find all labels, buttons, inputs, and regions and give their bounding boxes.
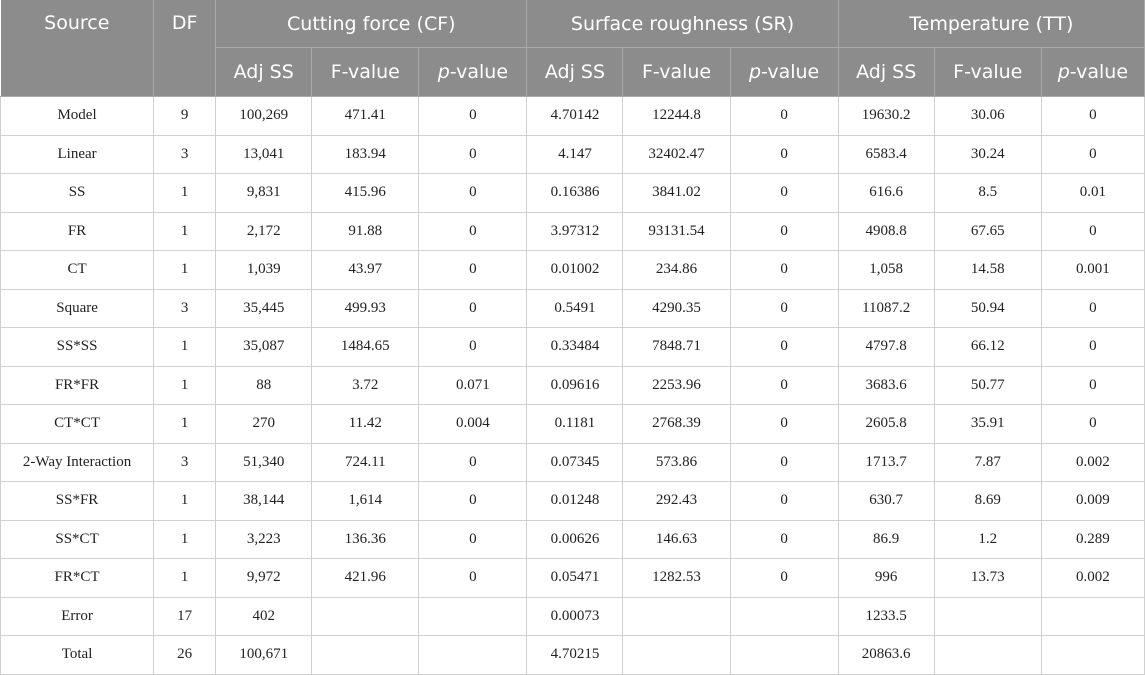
tt-p-value-cell: 0 xyxy=(1041,405,1144,444)
sr-f-value-cell: 146.63 xyxy=(623,520,730,559)
tt-p-value-cell: 0 xyxy=(1041,289,1144,328)
tt-p-value-cell: 0.289 xyxy=(1041,520,1144,559)
table-body xyxy=(1,97,1145,675)
tt-f-value-cell: 35.91 xyxy=(934,405,1041,444)
tt-adj-ss-cell: 996 xyxy=(838,559,934,598)
tt-adj-ss-cell: 3683.6 xyxy=(838,366,934,405)
table-row xyxy=(1,597,1145,636)
cf-p-value-cell: 0 xyxy=(419,482,527,521)
tt-adj-ss-cell: 616.6 xyxy=(838,174,934,213)
cf-f-value-cell: 471.41 xyxy=(312,97,419,136)
df-cell: 3 xyxy=(154,289,216,328)
source-cell: SS*CT xyxy=(1,520,154,559)
sr-f-value-cell: 292.43 xyxy=(623,482,730,521)
cf-adj-ss-cell: 13,041 xyxy=(216,135,312,174)
df-cell: 1 xyxy=(154,328,216,367)
subheader-adj-ss: Adj SS xyxy=(527,48,623,97)
tt-adj-ss-cell: 86.9 xyxy=(838,520,934,559)
cf-f-value-cell: 1,614 xyxy=(312,482,419,521)
sr-adj-ss-cell: 3.97312 xyxy=(527,212,623,251)
cf-p-value-cell: 0.004 xyxy=(419,405,527,444)
df-cell: 3 xyxy=(154,135,216,174)
cf-f-value-cell: 499.93 xyxy=(312,289,419,328)
source-cell: SS*FR xyxy=(1,482,154,521)
sr-adj-ss-cell: 0.33484 xyxy=(527,328,623,367)
sr-f-value-cell: 1282.53 xyxy=(623,559,730,598)
subheader-p-value: p-value xyxy=(730,48,838,97)
tt-f-value-cell: 67.65 xyxy=(934,212,1041,251)
sr-p-value-cell: 0 xyxy=(730,520,838,559)
header-df: DF xyxy=(154,0,216,97)
sr-p-value-cell xyxy=(730,636,838,675)
subheader-f-value: F-value xyxy=(623,48,730,97)
table-row xyxy=(1,636,1145,675)
cf-p-value-cell: 0 xyxy=(419,135,527,174)
sr-p-value-cell: 0 xyxy=(730,366,838,405)
tt-f-value-cell: 30.24 xyxy=(934,135,1041,174)
table-row xyxy=(1,520,1145,559)
tt-p-value-cell: 0.001 xyxy=(1041,251,1144,290)
sr-adj-ss-cell: 0.00073 xyxy=(527,597,623,636)
sr-adj-ss-cell: 4.70142 xyxy=(527,97,623,136)
sr-p-value-cell: 0 xyxy=(730,328,838,367)
table-row xyxy=(1,212,1145,251)
sr-adj-ss-cell: 0.01002 xyxy=(527,251,623,290)
cf-adj-ss-cell: 35,445 xyxy=(216,289,312,328)
tt-p-value-cell xyxy=(1041,636,1144,675)
cf-p-value-cell: 0 xyxy=(419,559,527,598)
sr-p-value-cell: 0 xyxy=(730,559,838,598)
table-row xyxy=(1,289,1145,328)
subheader-p-value: p-value xyxy=(419,48,527,97)
tt-adj-ss-cell: 630.7 xyxy=(838,482,934,521)
df-cell: 1 xyxy=(154,251,216,290)
sr-p-value-cell: 0 xyxy=(730,443,838,482)
sr-adj-ss-cell: 0.5491 xyxy=(527,289,623,328)
cf-f-value-cell xyxy=(312,597,419,636)
tt-f-value-cell: 14.58 xyxy=(934,251,1041,290)
cf-f-value-cell: 3.72 xyxy=(312,366,419,405)
source-cell: Model xyxy=(1,97,154,136)
cf-f-value-cell: 91.88 xyxy=(312,212,419,251)
table-row xyxy=(1,97,1145,136)
cf-p-value-cell: 0 xyxy=(419,443,527,482)
sr-adj-ss-cell: 0.09616 xyxy=(527,366,623,405)
cf-f-value-cell: 136.36 xyxy=(312,520,419,559)
cf-adj-ss-cell: 51,340 xyxy=(216,443,312,482)
cf-f-value-cell xyxy=(312,636,419,675)
source-cell: Error xyxy=(1,597,154,636)
tt-f-value-cell: 7.87 xyxy=(934,443,1041,482)
tt-f-value-cell xyxy=(934,636,1041,675)
cf-f-value-cell: 11.42 xyxy=(312,405,419,444)
sr-adj-ss-cell: 4.147 xyxy=(527,135,623,174)
sr-adj-ss-cell: 0.16386 xyxy=(527,174,623,213)
df-cell: 1 xyxy=(154,520,216,559)
cf-adj-ss-cell: 402 xyxy=(216,597,312,636)
sr-adj-ss-cell: 0.05471 xyxy=(527,559,623,598)
sr-f-value-cell: 234.86 xyxy=(623,251,730,290)
tt-f-value-cell: 30.06 xyxy=(934,97,1041,136)
subheader-f-value: F-value xyxy=(312,48,419,97)
df-cell: 1 xyxy=(154,366,216,405)
cf-p-value-cell: 0 xyxy=(419,97,527,136)
cf-p-value-cell: 0 xyxy=(419,328,527,367)
sr-f-value-cell xyxy=(623,597,730,636)
tt-adj-ss-cell: 1233.5 xyxy=(838,597,934,636)
df-cell: 1 xyxy=(154,405,216,444)
tt-f-value-cell: 50.94 xyxy=(934,289,1041,328)
source-cell: FR xyxy=(1,212,154,251)
header-source: Source xyxy=(1,0,154,97)
cf-adj-ss-cell: 100,671 xyxy=(216,636,312,675)
tt-f-value-cell: 8.5 xyxy=(934,174,1041,213)
sr-p-value-cell: 0 xyxy=(730,212,838,251)
header-temperature: Temperature (TT) xyxy=(838,0,1144,48)
cf-p-value-cell xyxy=(419,597,527,636)
cf-f-value-cell: 183.94 xyxy=(312,135,419,174)
cf-f-value-cell: 421.96 xyxy=(312,559,419,598)
tt-f-value-cell: 66.12 xyxy=(934,328,1041,367)
cf-p-value-cell: 0 xyxy=(419,251,527,290)
df-cell: 3 xyxy=(154,443,216,482)
table-header xyxy=(1,0,1145,97)
source-cell: Total xyxy=(1,636,154,675)
df-cell: 1 xyxy=(154,212,216,251)
cf-f-value-cell: 1484.65 xyxy=(312,328,419,367)
tt-f-value-cell: 1.2 xyxy=(934,520,1041,559)
tt-p-value-cell: 0 xyxy=(1041,366,1144,405)
tt-adj-ss-cell: 6583.4 xyxy=(838,135,934,174)
table-row xyxy=(1,135,1145,174)
cf-f-value-cell: 415.96 xyxy=(312,174,419,213)
df-cell: 1 xyxy=(154,482,216,521)
df-cell: 9 xyxy=(154,97,216,136)
source-cell: Linear xyxy=(1,135,154,174)
tt-f-value-cell: 13.73 xyxy=(934,559,1041,598)
cf-adj-ss-cell: 9,972 xyxy=(216,559,312,598)
table-row xyxy=(1,405,1145,444)
table-row xyxy=(1,559,1145,598)
cf-adj-ss-cell: 2,172 xyxy=(216,212,312,251)
table-row xyxy=(1,174,1145,213)
subheader-f-value: F-value xyxy=(934,48,1041,97)
header-surface-roughness: Surface roughness (SR) xyxy=(527,0,838,48)
tt-p-value-cell: 0 xyxy=(1041,212,1144,251)
df-cell: 1 xyxy=(154,559,216,598)
sr-p-value-cell: 0 xyxy=(730,289,838,328)
source-cell: SS*SS xyxy=(1,328,154,367)
sr-p-value-cell xyxy=(730,597,838,636)
cf-adj-ss-cell: 88 xyxy=(216,366,312,405)
tt-f-value-cell: 8.69 xyxy=(934,482,1041,521)
sr-f-value-cell: 7848.71 xyxy=(623,328,730,367)
sr-p-value-cell: 0 xyxy=(730,135,838,174)
cf-p-value-cell: 0 xyxy=(419,174,527,213)
sr-adj-ss-cell: 0.07345 xyxy=(527,443,623,482)
tt-adj-ss-cell: 1,058 xyxy=(838,251,934,290)
tt-adj-ss-cell: 4797.8 xyxy=(838,328,934,367)
source-cell: SS xyxy=(1,174,154,213)
sr-adj-ss-cell: 0.01248 xyxy=(527,482,623,521)
cf-p-value-cell: 0 xyxy=(419,212,527,251)
sr-f-value-cell: 4290.35 xyxy=(623,289,730,328)
cf-adj-ss-cell: 270 xyxy=(216,405,312,444)
sr-p-value-cell: 0 xyxy=(730,405,838,444)
cf-adj-ss-cell: 38,144 xyxy=(216,482,312,521)
tt-adj-ss-cell: 4908.8 xyxy=(838,212,934,251)
tt-f-value-cell xyxy=(934,597,1041,636)
sr-f-value-cell: 12244.8 xyxy=(623,97,730,136)
source-cell: FR*CT xyxy=(1,559,154,598)
sr-p-value-cell: 0 xyxy=(730,251,838,290)
tt-adj-ss-cell: 2605.8 xyxy=(838,405,934,444)
df-cell: 17 xyxy=(154,597,216,636)
cf-p-value-cell: 0 xyxy=(419,289,527,328)
subheader-adj-ss: Adj SS xyxy=(216,48,312,97)
sr-p-value-cell: 0 xyxy=(730,174,838,213)
sr-f-value-cell: 93131.54 xyxy=(623,212,730,251)
tt-p-value-cell: 0.009 xyxy=(1041,482,1144,521)
source-cell: Square xyxy=(1,289,154,328)
sr-f-value-cell: 573.86 xyxy=(623,443,730,482)
tt-p-value-cell: 0.002 xyxy=(1041,443,1144,482)
table-row xyxy=(1,328,1145,367)
sr-f-value-cell xyxy=(623,636,730,675)
tt-p-value-cell: 0 xyxy=(1041,97,1144,136)
cf-adj-ss-cell: 35,087 xyxy=(216,328,312,367)
table-row xyxy=(1,251,1145,290)
sr-adj-ss-cell: 0.00626 xyxy=(527,520,623,559)
table-row xyxy=(1,366,1145,405)
cf-adj-ss-cell: 3,223 xyxy=(216,520,312,559)
tt-adj-ss-cell: 20863.6 xyxy=(838,636,934,675)
tt-adj-ss-cell: 11087.2 xyxy=(838,289,934,328)
tt-adj-ss-cell: 1713.7 xyxy=(838,443,934,482)
cf-f-value-cell: 43.97 xyxy=(312,251,419,290)
sr-p-value-cell: 0 xyxy=(730,97,838,136)
table-row xyxy=(1,443,1145,482)
cf-adj-ss-cell: 1,039 xyxy=(216,251,312,290)
tt-p-value-cell: 0.002 xyxy=(1041,559,1144,598)
subheader-adj-ss: Adj SS xyxy=(838,48,934,97)
header-cutting-force: Cutting force (CF) xyxy=(216,0,527,48)
subheader-p-value: p-value xyxy=(1041,48,1144,97)
tt-adj-ss-cell: 19630.2 xyxy=(838,97,934,136)
cf-adj-ss-cell: 100,269 xyxy=(216,97,312,136)
sr-adj-ss-cell: 4.70215 xyxy=(527,636,623,675)
cf-p-value-cell: 0.071 xyxy=(419,366,527,405)
source-cell: 2-Way Interaction xyxy=(1,443,154,482)
source-cell: CT*CT xyxy=(1,405,154,444)
cf-adj-ss-cell: 9,831 xyxy=(216,174,312,213)
cf-p-value-cell: 0 xyxy=(419,520,527,559)
tt-f-value-cell: 50.77 xyxy=(934,366,1041,405)
table-row xyxy=(1,482,1145,521)
source-cell: FR*FR xyxy=(1,366,154,405)
sr-f-value-cell: 32402.47 xyxy=(623,135,730,174)
sr-f-value-cell: 3841.02 xyxy=(623,174,730,213)
df-cell: 26 xyxy=(154,636,216,675)
tt-p-value-cell xyxy=(1041,597,1144,636)
sr-p-value-cell: 0 xyxy=(730,482,838,521)
tt-p-value-cell: 0 xyxy=(1041,135,1144,174)
sr-f-value-cell: 2253.96 xyxy=(623,366,730,405)
tt-p-value-cell: 0 xyxy=(1041,328,1144,367)
cf-f-value-cell: 724.11 xyxy=(312,443,419,482)
sr-f-value-cell: 2768.39 xyxy=(623,405,730,444)
sr-adj-ss-cell: 0.1181 xyxy=(527,405,623,444)
tt-p-value-cell: 0.01 xyxy=(1041,174,1144,213)
df-cell: 1 xyxy=(154,174,216,213)
cf-p-value-cell xyxy=(419,636,527,675)
source-cell: CT xyxy=(1,251,154,290)
